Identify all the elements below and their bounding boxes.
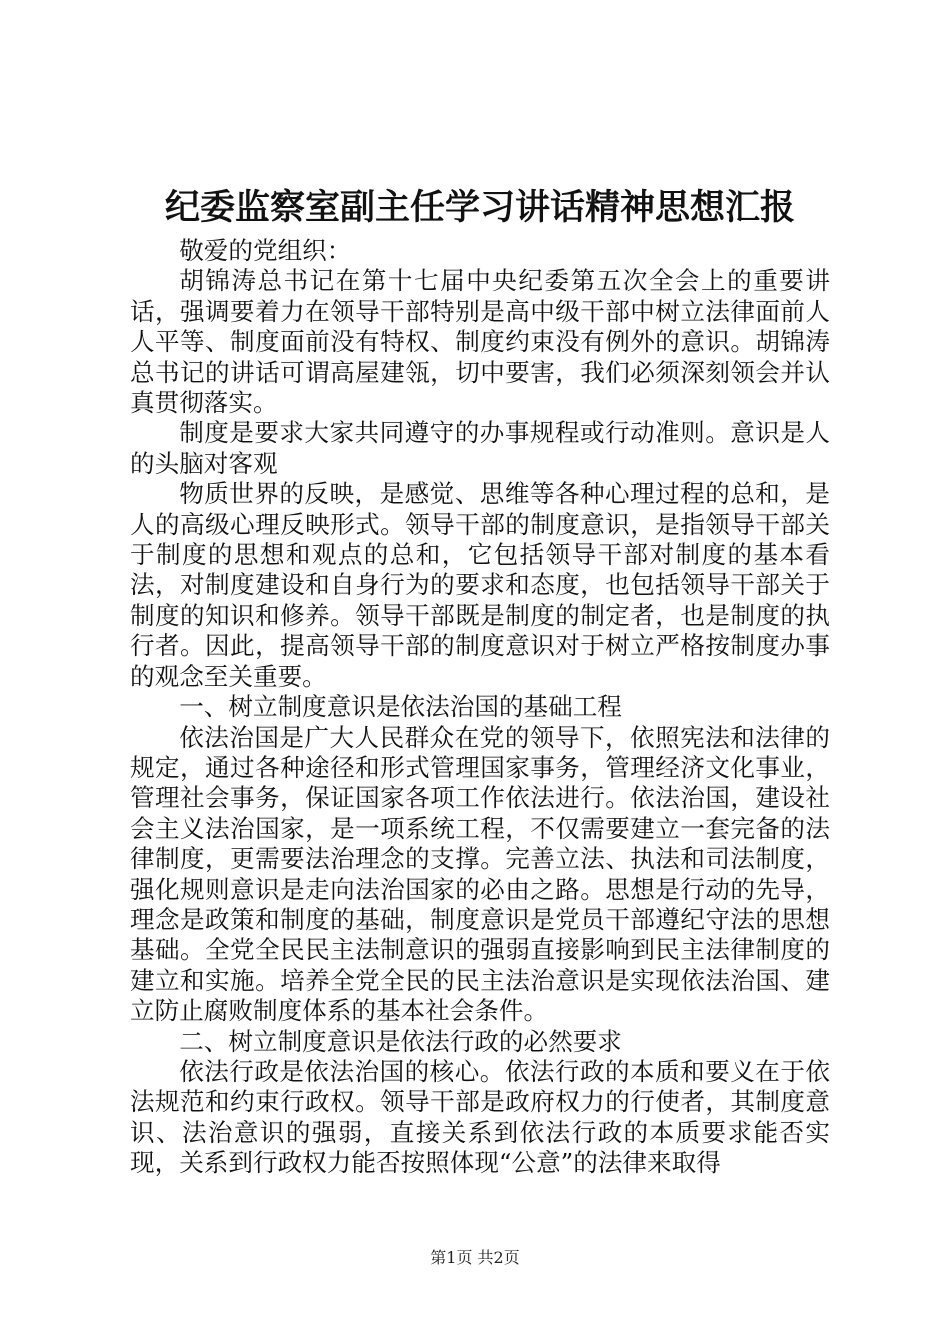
paragraph: 制度是要求大家共同遵守的办事规程或行动准则。意识是人的头脑对客观 [130, 418, 830, 478]
section-heading: 一、树立制度意识是依法治国的基础工程 [179, 692, 622, 722]
paragraph: 依法行政是依法治国的核心。依法行政的本质和要义在于依法规范和约束行政权。领导干部是政府权力的行使者，其制度意识、法治意识的强弱，直接关系到依法行政的本质要求能否实现，关系到行政权力能否按照体现“公意”的法律来取得 [130, 1056, 830, 1178]
paragraph: 依法治国是广大人民群众在党的领导下，依照宪法和法律的规定，通过各种途径和形式管理国家事务，管理经济文化事业，管理社会事务，保证国家各项工作依法进行。依法治国，建设社会主义法治国家，是一项系统工程，不仅需要建立一套完备的法律制度，更需要法治理念的支撑。完善立法、执法和司法制度，强化规则意识是走向法治国家的必由之路。思想是行动的先导，理念是政策和制度的基础，制度意识是党员干部遵纪守法的思想基础。全党全民民主法制意识的强弱直接影响到民主法律制度的建立和实施。培养全党全民的民主法治意识是实现依法治国、建立防止腐败制度体系的基本社会条件。 [130, 722, 830, 1026]
page-footer: 第1页 共2页 [430, 1248, 520, 1267]
document-page [130, 180, 830, 1179]
document-title: 纪委监察室副主任学习讲话精神思想汇报 [164, 188, 795, 228]
salutation: 敬爱的党组织： [179, 236, 352, 265]
document-body [130, 236, 830, 1179]
paragraph: 胡锦涛总书记在第十七届中央纪委第五次全会上的重要讲话，强调要着力在领导干部特别是高中级干部中树立法律面前人人平等、制度面前没有特权、制度约束没有例外的意识。胡锦涛总书记的讲话可谓高屋建瓴，切中要害，我们必须深刻领会并认真贯彻落实。 [130, 266, 830, 418]
paragraph: 物质世界的反映，是感觉、思维等各种心理过程的总和，是人的高级心理反映形式。领导干部的制度意识，是指领导干部关于制度的思想和观点的总和，它包括领导干部对制度的基本看法，对制度建设和自身行为的要求和态度，也包括领导干部关于制度的知识和修养。领导干部既是制度的制定者，也是制度的执行者。因此，提高领导干部的制度意识对于树立严格按制度办事的观念至关重要。 [130, 479, 830, 691]
section-heading: 二、树立制度意识是依法行政的必然要求 [179, 1026, 622, 1056]
